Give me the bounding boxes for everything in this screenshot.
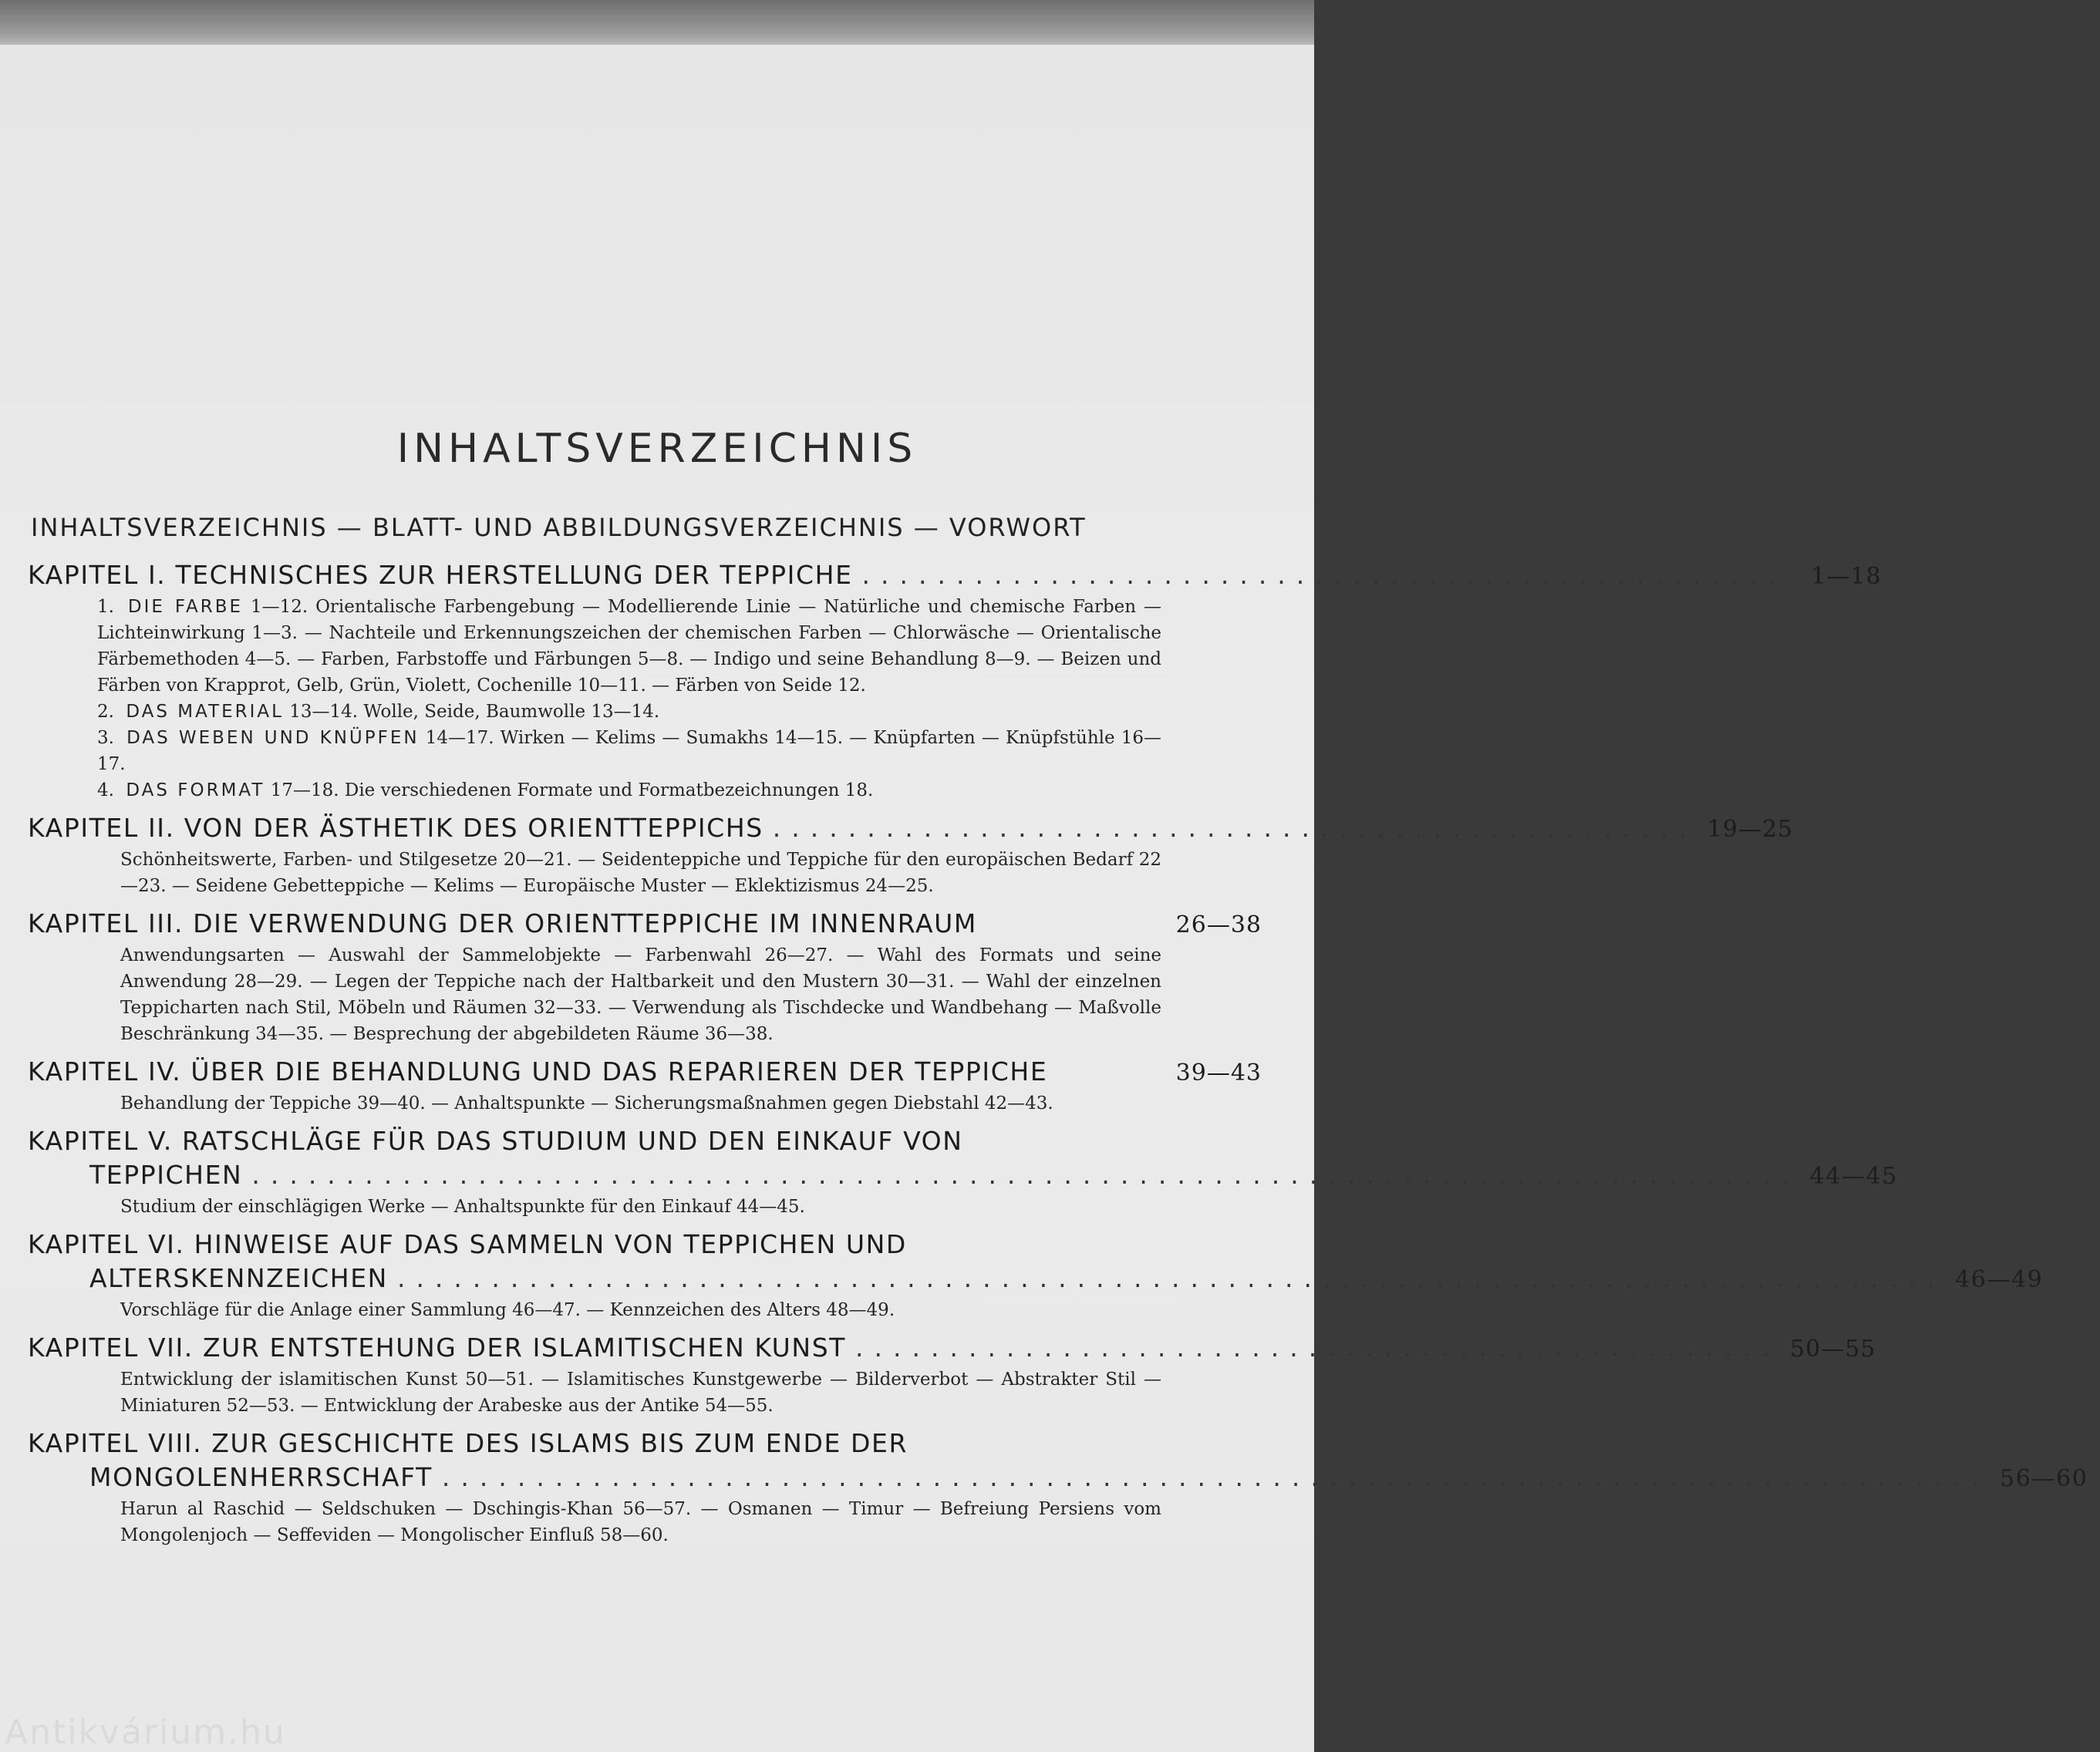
section-number: 3. (97, 728, 114, 748)
leader-dots: .................................................................................. (441, 1462, 1991, 1492)
chapter-2 (28, 811, 1794, 899)
section-title: DAS FORMAT (126, 780, 265, 800)
scan-top-edge (0, 0, 1314, 46)
section-entry (28, 594, 1277, 699)
section-title: DAS WEBEN UND KNÜPFEN (126, 728, 420, 748)
chapter-title: KAPITEL IV. ÜBER DIE BEHANDLUNG UND DAS REPARIEREN DER TEPPICHE (28, 1056, 1048, 1087)
front-matter-line: INHALTSVERZEICHNIS — BLATT- UND ABBILDUNGSVERZEICHNIS — VORWORT (31, 513, 1087, 542)
chapter-heading (28, 1055, 1277, 1090)
chapter-pages: 56—60 (2000, 1465, 2088, 1492)
leader-dots: ................................................. (861, 560, 1788, 590)
chapter-7 (28, 1331, 1876, 1419)
chapter-description: Vorschläge für die Anlage einer Sammlung 46—47. — Kennzeichen des Alters 48—49. (120, 1300, 895, 1320)
chapter-4 (28, 1055, 1277, 1117)
leader-dots: ................................................. (855, 1333, 1781, 1363)
chapter-title: KAPITEL VIII. ZUR GESCHICHTE DES ISLAMS BIS ZUM ENDE DER (28, 1428, 908, 1458)
chapter-heading (28, 1427, 1277, 1461)
section-description: 14—17. Wirken — Kelims — Sumakhs 14—15. — Knüpfarten — Knüpfstühle 16—17. (97, 728, 1162, 774)
chapter-description: Schönheitswerte, Farben- und Stilgesetze 20—21. — Seidenteppiche und Teppiche für den europäischen Bedarf 22—23. — Seidene Gebetteppiche — Kelims — Europäische Muster — Eklektizismus 24—25. (120, 850, 1161, 896)
chapter-8 (28, 1427, 2088, 1548)
chapter-description: Harun al Raschid — Seldschuken — Dschingis-Khan 56—57. — Osmanen — Timur — Befreiung Persiens vom Mongolenjoch — Seffeviden — Mongolischer Einfluß 58—60. (120, 1499, 1161, 1545)
chapter-6 (28, 1228, 2044, 1323)
chapter-pages: 46—49 (1955, 1266, 2044, 1293)
chapter-description: Anwendungsarten — Auswahl der Sammelobjekte — Farbenwahl 26—27. — Wahl des Formats und seine Anwendung 28—29. — Legen der Teppiche nach der Haltbarkeit und den Mustern 30—31. — Wahl der einzelnen Teppicharten nach Stil, Möbeln und Räumen 32—33. — Verwendung als Tischdecke und Wandbehang — Maßvolle Beschränkung 34—35. — Besprechung der abgebildeten Räume 36—38. (120, 945, 1161, 1044)
section-description: 17—18. Die verschiedenen Formate und Formatbezeichnungen 18. (270, 780, 874, 800)
section-entry (28, 699, 1277, 725)
chapter-pages: 19—25 (1707, 816, 1794, 843)
section-number: 4. (97, 780, 114, 800)
chapter-pages: 50—55 (1790, 1336, 1876, 1363)
chapter-pages: 44—45 (1809, 1163, 1898, 1190)
chapter-pages: 1—18 (1811, 563, 1882, 590)
leader-dots: .................................................................................. (396, 1263, 1947, 1293)
section-title: DIE FARBE (127, 597, 244, 617)
leader-dots: ................................................. (772, 813, 1698, 843)
chapter-heading (28, 907, 1277, 942)
section-entry (28, 777, 1277, 804)
chapter-description: Studium der einschlägigen Werke — Anhaltspunkte für den Einkauf 44—45. (120, 1197, 805, 1217)
section-description: 13—14. Wolle, Seide, Baumwolle 13—14. (289, 702, 660, 722)
section-entry (28, 725, 1277, 777)
section-title: DAS MATERIAL (126, 702, 284, 722)
chapter-description: Entwicklung der islamitischen Kunst 50—51. — Islamitisches Kunstgewerbe — Bilderverbot — Abstrakter Stil — Miniaturen 52—53. — Entwicklung der Arabeske aus der Antike 54—55. (120, 1370, 1161, 1416)
chapter-title-continued: MONGOLENHERRSCHAFT (89, 1462, 433, 1492)
chapter-heading (28, 1228, 1277, 1262)
chapter-heading-continued (28, 1262, 2044, 1297)
chapter-description: Behandlung der Teppiche 39—40. — Anhaltspunkte — Sicherungsmaßnahmen gegen Diebstahl 42—43. (120, 1093, 1053, 1114)
page-title: INHALTSVERZEICHNIS (396, 426, 918, 472)
chapter-pages: 26—38 (1175, 911, 1262, 938)
chapter-title: KAPITEL III. DIE VERWENDUNG DER ORIENTTEPPICHE IM INNENRAUM (28, 908, 977, 938)
chapter-title: KAPITEL VI. HINWEISE AUF DAS SAMMELN VON TEPPICHEN UND (28, 1229, 907, 1259)
chapter-heading (28, 558, 1882, 594)
chapter-title: KAPITEL V. RATSCHLÄGE FÜR DAS STUDIUM UND DEN EINKAUF VON (28, 1126, 963, 1156)
leader-dots: .................................................................................. (251, 1160, 1801, 1190)
chapter-heading-continued (28, 1461, 2088, 1496)
section-description: 1—12. Orientalische Farbengebung — Modellierende Linie — Natürliche und chemische Farben — Lichteinwirkung 1—3. — Nachteile und Erkennungszeichen der chemischen Farben — Chlorwäsche — Orientalische Färbemethoden 4—5. — Farben, Farbstoffe und Färbungen 5—8. — Indigo und seine Behandlung 8—9. — Beizen und Färben von Krapprot, Gelb, Grün, Violett, Cochenille 10—11. — Färben von Seide 12. (97, 597, 1161, 696)
chapter-title: KAPITEL VII. ZUR ENTSTEHUNG DER ISLAMITISCHEN KUNST (28, 1333, 847, 1363)
section-number: 1. (97, 597, 114, 617)
chapter-1 (28, 558, 1882, 804)
chapter-title: KAPITEL I. TECHNISCHES ZUR HERSTELLUNG DER TEPPICHE (28, 560, 853, 590)
table-of-contents (28, 558, 2088, 1556)
chapter-title-continued: ALTERSKENNZEICHEN (89, 1263, 388, 1293)
chapter-heading (28, 1331, 1876, 1366)
watermark: Antikvárium.hu (5, 1713, 286, 1752)
chapter-3 (28, 907, 1277, 1047)
chapter-title: KAPITEL II. VON DER ÄSTHETIK DES ORIENTTEPPICHS (28, 813, 763, 843)
chapter-heading (28, 1124, 1277, 1158)
section-number: 2. (97, 702, 114, 722)
chapter-heading (28, 811, 1794, 847)
chapter-heading-continued (28, 1158, 1898, 1194)
chapter-pages: 39—43 (1175, 1060, 1262, 1087)
chapter-5 (28, 1124, 1898, 1220)
chapter-title-continued: TEPPICHEN (89, 1160, 243, 1190)
